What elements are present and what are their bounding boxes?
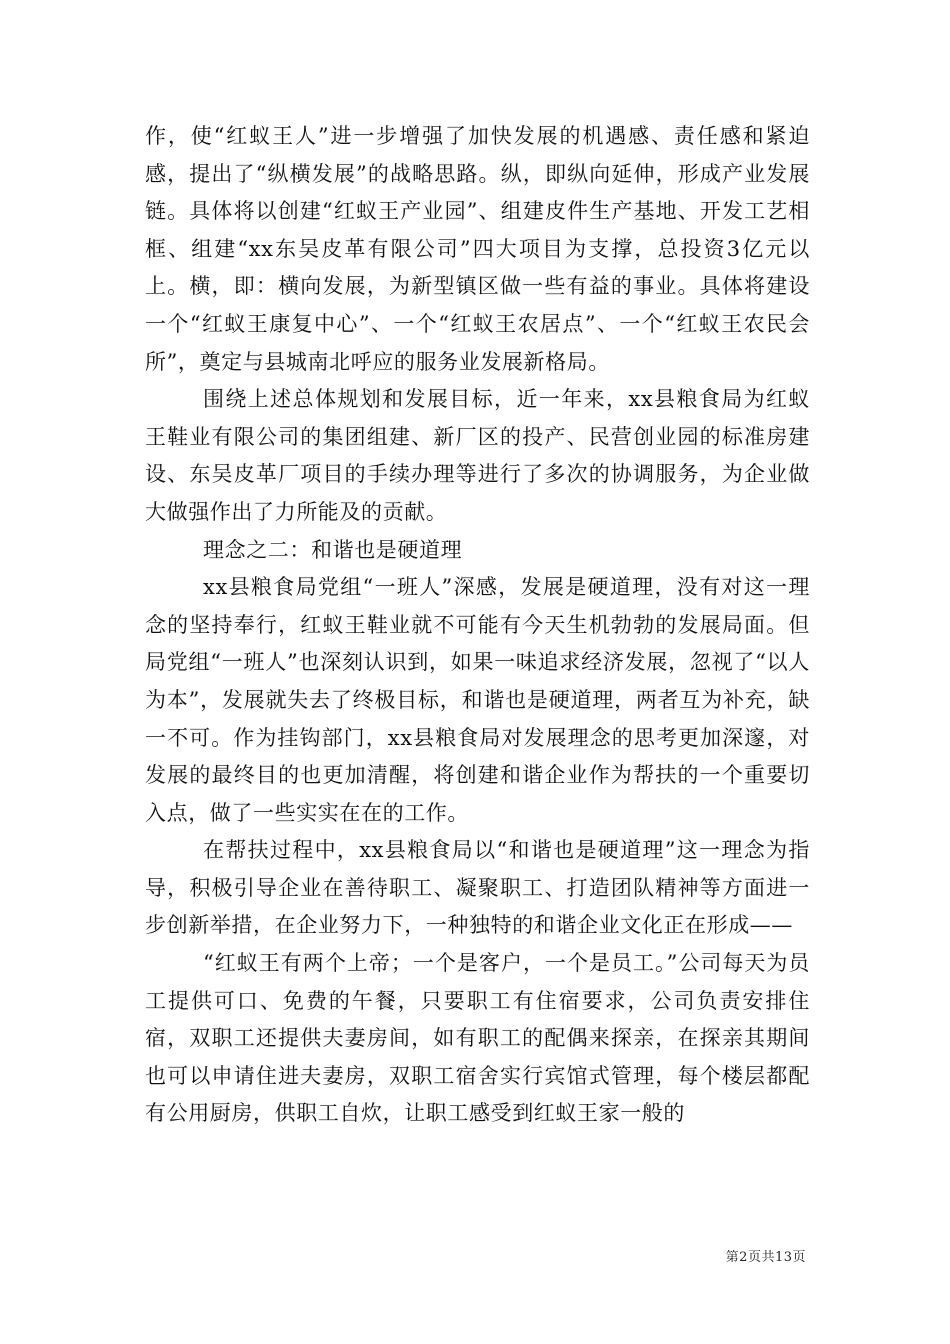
paragraph-continuation: 作，使“红蚁王人”进一步增强了加快发展的机遇感、责任感和紧迫感，提出了“纵横发展”的战略思路。纵，即纵向延伸，形成产业发展链。具体将以创建“红蚁王产业园”、组建皮件生产基地、开发工艺相框、组建“xx东吴皮革有限公司”四大项目为支撑，总投资3亿元以上。横，即：横向发展，为新型镇区做一些有益的事业。具体将建设一个“红蚁王康复中心”、一个“红蚁王农居点”、一个“红蚁王农民会所”，奠定与县城南北呼应的服务业发展新格局。 — [145, 124, 810, 374]
document-body — [145, 118, 810, 1133]
page-number-footer: 第2页共13页 — [725, 1250, 806, 1265]
paragraph-harmony: xx县粮食局党组“一班人”深感，发展是硬道理，没有对这一理念的坚持奉行，红蚁王鞋业就不可能有今天生机勃勃的发展局面。但局党组“一班人”也深刻认识到，如果一味追求经济发展，忽视了“以人为本”，发展就失去了终极目标，和谐也是硬道理，两者互为补充，缺一不可。作为挂钩部门，xx县粮食局对发展理念的思考更加深邃，对发展的最终目的也更加清醒，将创建和谐企业作为帮扶的一个重要切入点，做了一些实实在在的工作。 — [145, 575, 810, 825]
paragraph-planning-goals: 围绕上述总体规划和发展目标，近一年来，xx县粮食局为红蚁王鞋业有限公司的集团组建、新厂区的投产、民营创业园的标准房建设、东吴皮革厂项目的手续办理等进行了多次的协调服务，为企业做大做强作出了力所能及的贡献。 — [145, 387, 810, 524]
section-heading-concept-two: 理念之二：和谐也是硬道理 — [203, 537, 463, 562]
paragraph-assistance-process: 在帮扶过程中，xx县粮食局以“和谐也是硬道理”这一理念为指导，积极引导企业在善待职工、凝聚职工、打造团队精神等方面进一步创新举措，在企业努力下，一种独特的和谐企业文化正在形成—— — [145, 838, 810, 938]
paragraph-employee-care: “红蚁王有两个上帝；一个是客户，一个是员工。”公司每天为员工提供可口、免费的午餐，只要职工有住宿要求，公司负责安排住宿，双职工还提供夫妻房间，如有职工的配偶来探亲，在探亲其期间也可以申请住进夫妻房，双职工宿舍实行宾馆式管理，每个楼层都配有公用厨房，供职工自炊，让职工感受到红蚁王家一般的 — [145, 951, 810, 1126]
